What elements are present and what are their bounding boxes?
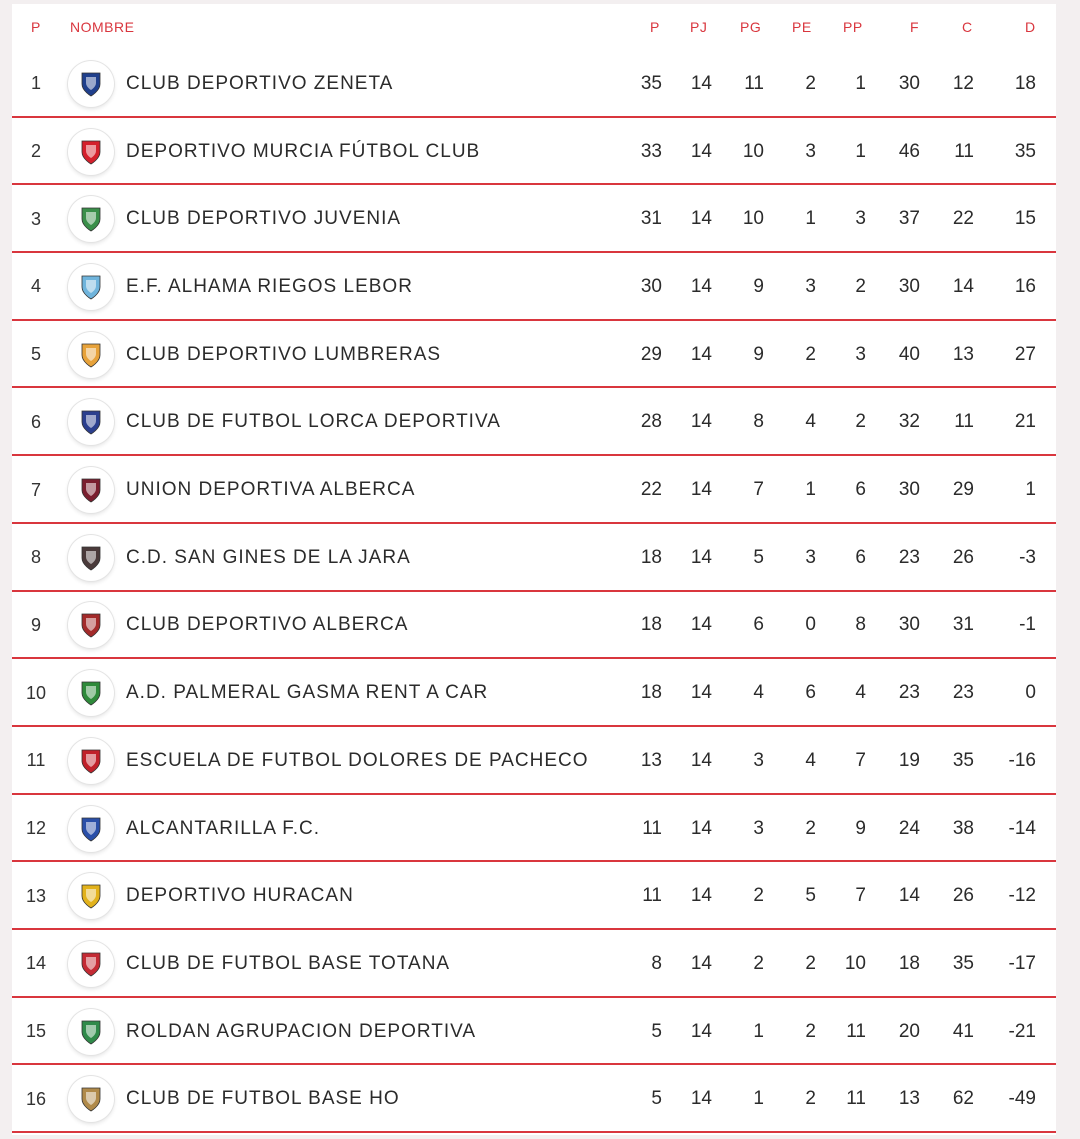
stat-d: 16 bbox=[1014, 275, 1036, 297]
row-position: 4 bbox=[30, 276, 41, 297]
header-f[interactable]: F bbox=[910, 19, 920, 35]
stat-pp: 3 bbox=[855, 208, 866, 230]
stat-d: 1 bbox=[1025, 479, 1036, 501]
alcantarilla-crest-icon[interactable] bbox=[68, 806, 114, 852]
header-pj[interactable]: PJ bbox=[690, 19, 708, 35]
stat-pg: 1 bbox=[753, 1088, 764, 1110]
stat-pp: 1 bbox=[855, 72, 866, 94]
team-name[interactable]: CLUB DE FUTBOL BASE HO bbox=[126, 1088, 400, 1110]
table-row[interactable] bbox=[12, 998, 1056, 1066]
stat-p: 29 bbox=[640, 343, 662, 365]
stat-d: -17 bbox=[1008, 952, 1036, 974]
stat-pj: 14 bbox=[690, 208, 712, 230]
stat-pp: 1 bbox=[855, 140, 866, 162]
stat-pe: 2 bbox=[805, 817, 816, 839]
stat-pj: 14 bbox=[690, 682, 712, 704]
team-name[interactable]: CLUB DEPORTIVO ALBERCA bbox=[126, 614, 409, 636]
stat-c: 38 bbox=[952, 817, 974, 839]
row-position: 5 bbox=[30, 344, 41, 365]
team-name[interactable]: CLUB DEPORTIVO JUVENIA bbox=[126, 208, 402, 230]
row-position: 3 bbox=[30, 208, 41, 229]
lumbreras-crest-icon-shape bbox=[76, 340, 106, 370]
alhama-crest-icon-shape bbox=[76, 272, 106, 302]
team-name[interactable]: ROLDAN AGRUPACION DEPORTIVA bbox=[126, 1020, 477, 1042]
stat-pe: 5 bbox=[805, 885, 816, 907]
stat-pe: 2 bbox=[805, 1020, 816, 1042]
row-position: 12 bbox=[25, 818, 47, 839]
stat-pj: 14 bbox=[690, 952, 712, 974]
stat-pj: 14 bbox=[690, 343, 712, 365]
stat-f: 13 bbox=[898, 1088, 920, 1110]
stat-f: 37 bbox=[898, 208, 920, 230]
stat-f: 46 bbox=[898, 140, 920, 162]
stat-p: 22 bbox=[640, 479, 662, 501]
table-row[interactable] bbox=[12, 1066, 1056, 1134]
stat-d: 15 bbox=[1014, 208, 1036, 230]
stat-p: 5 bbox=[651, 1020, 662, 1042]
stat-f: 32 bbox=[898, 411, 920, 433]
stat-p: 18 bbox=[640, 614, 662, 636]
stat-pg: 3 bbox=[753, 817, 764, 839]
stat-f: 30 bbox=[898, 614, 920, 636]
stat-p: 11 bbox=[642, 885, 662, 907]
totana-crest-icon-shape bbox=[76, 949, 106, 979]
stat-p: 31 bbox=[640, 208, 662, 230]
table-header bbox=[12, 4, 1056, 50]
stat-c: 35 bbox=[952, 952, 974, 974]
stat-pg: 8 bbox=[753, 411, 764, 433]
table-row[interactable] bbox=[12, 389, 1056, 457]
stat-c: 62 bbox=[952, 1088, 974, 1110]
stat-c: 14 bbox=[952, 275, 974, 297]
stat-pp: 8 bbox=[855, 614, 866, 636]
lorca-crest-icon-shape bbox=[76, 407, 106, 437]
stat-p: 13 bbox=[640, 749, 662, 771]
row-position: 11 bbox=[26, 750, 46, 771]
stat-pe: 6 bbox=[805, 682, 816, 704]
stat-pg: 6 bbox=[753, 614, 764, 636]
stat-pe: 2 bbox=[805, 1088, 816, 1110]
table-row[interactable] bbox=[12, 862, 1056, 930]
header-c[interactable]: C bbox=[962, 19, 973, 35]
stat-p: 18 bbox=[640, 546, 662, 568]
san-gines-crest-icon[interactable] bbox=[68, 535, 114, 581]
header-p[interactable]: P bbox=[650, 19, 660, 35]
stat-p: 33 bbox=[640, 140, 662, 162]
team-name[interactable]: ESCUELA DE FUTBOL DOLORES DE PACHECO bbox=[126, 749, 589, 771]
juvenia-crest-icon-shape bbox=[76, 204, 106, 234]
team-name[interactable]: DEPORTIVO MURCIA FÚTBOL CLUB bbox=[126, 140, 481, 162]
stat-c: 11 bbox=[954, 411, 974, 433]
zeneta-crest-icon-shape bbox=[76, 69, 106, 99]
table-row[interactable] bbox=[12, 795, 1056, 863]
stat-c: 22 bbox=[952, 208, 974, 230]
stat-pg: 11 bbox=[744, 72, 764, 94]
stat-pp: 7 bbox=[855, 885, 866, 907]
table-row[interactable] bbox=[12, 253, 1056, 321]
stat-c: 13 bbox=[952, 343, 974, 365]
stat-d: 35 bbox=[1014, 140, 1036, 162]
team-name[interactable]: A.D. PALMERAL GASMA RENT A CAR bbox=[126, 682, 489, 704]
stat-pe: 3 bbox=[805, 140, 816, 162]
stat-c: 35 bbox=[952, 749, 974, 771]
stat-f: 23 bbox=[898, 682, 920, 704]
stat-pp: 10 bbox=[844, 952, 866, 974]
stat-f: 30 bbox=[898, 275, 920, 297]
stat-d: 21 bbox=[1014, 411, 1036, 433]
stat-d: -21 bbox=[1008, 1020, 1036, 1042]
standings-table bbox=[12, 4, 1056, 1135]
stat-d: -49 bbox=[1008, 1088, 1036, 1110]
team-name[interactable]: CLUB DEPORTIVO ZENETA bbox=[126, 72, 394, 94]
stat-d: 27 bbox=[1014, 343, 1036, 365]
roldan-crest-icon[interactable] bbox=[68, 1009, 114, 1055]
stat-f: 20 bbox=[898, 1020, 920, 1042]
team-name[interactable]: CLUB DEPORTIVO LUMBRERAS bbox=[126, 343, 442, 365]
stat-pe: 4 bbox=[805, 411, 816, 433]
stat-pg: 1 bbox=[753, 1020, 764, 1042]
stat-p: 18 bbox=[640, 682, 662, 704]
row-position: 10 bbox=[25, 682, 47, 703]
stat-d: 0 bbox=[1025, 682, 1036, 704]
stat-pj: 14 bbox=[690, 749, 712, 771]
table-row[interactable] bbox=[12, 118, 1056, 186]
table-row[interactable] bbox=[12, 321, 1056, 389]
stat-pe: 1 bbox=[805, 208, 816, 230]
row-position: 13 bbox=[25, 885, 47, 906]
totana-crest-icon[interactable] bbox=[68, 941, 114, 987]
stat-c: 26 bbox=[952, 546, 974, 568]
stat-pg: 7 bbox=[753, 479, 764, 501]
huracan-crest-icon[interactable] bbox=[68, 873, 114, 919]
stat-c: 12 bbox=[952, 72, 974, 94]
stat-pe: 2 bbox=[805, 72, 816, 94]
stat-p: 28 bbox=[640, 411, 662, 433]
table-row[interactable] bbox=[12, 524, 1056, 592]
table-row[interactable] bbox=[12, 659, 1056, 727]
dolores-crest-icon-shape bbox=[76, 746, 106, 776]
stat-pp: 11 bbox=[846, 1088, 866, 1110]
stat-d: -3 bbox=[1019, 546, 1036, 568]
table-row[interactable] bbox=[12, 592, 1056, 660]
murcia-crest-icon[interactable] bbox=[68, 129, 114, 175]
stat-d: -12 bbox=[1008, 885, 1036, 907]
stat-pp: 9 bbox=[855, 817, 866, 839]
stat-pj: 14 bbox=[690, 140, 712, 162]
stat-pe: 3 bbox=[805, 546, 816, 568]
stat-pg: 4 bbox=[753, 682, 764, 704]
stat-pe: 1 bbox=[805, 479, 816, 501]
stat-f: 14 bbox=[898, 885, 920, 907]
stat-c: 11 bbox=[954, 140, 974, 162]
stat-pg: 3 bbox=[753, 749, 764, 771]
row-position: 9 bbox=[30, 614, 41, 635]
header-pp[interactable]: PP bbox=[843, 19, 863, 35]
table-row[interactable] bbox=[12, 50, 1056, 118]
header-pos[interactable]: P bbox=[31, 19, 41, 35]
stat-pp: 3 bbox=[855, 343, 866, 365]
dolores-crest-icon[interactable] bbox=[68, 738, 114, 784]
row-position: 16 bbox=[25, 1088, 47, 1109]
stat-d: -16 bbox=[1008, 749, 1036, 771]
stat-pe: 2 bbox=[805, 343, 816, 365]
header-pe[interactable]: PE bbox=[792, 19, 812, 35]
stat-pj: 14 bbox=[690, 614, 712, 636]
stat-pg: 9 bbox=[753, 275, 764, 297]
stat-pg: 10 bbox=[742, 208, 764, 230]
team-name[interactable]: ALCANTARILLA F.C. bbox=[126, 817, 321, 839]
stat-pj: 14 bbox=[690, 885, 712, 907]
team-name[interactable]: CLUB DE FUTBOL LORCA DEPORTIVA bbox=[126, 411, 501, 433]
stat-pe: 0 bbox=[805, 614, 816, 636]
ho-crest-icon[interactable] bbox=[68, 1076, 114, 1122]
stat-p: 35 bbox=[640, 72, 662, 94]
stat-p: 30 bbox=[640, 275, 662, 297]
stat-pj: 14 bbox=[690, 817, 712, 839]
palmeral-crest-icon-shape bbox=[76, 678, 106, 708]
stat-pg: 9 bbox=[753, 343, 764, 365]
stat-c: 41 bbox=[952, 1020, 974, 1042]
stat-pj: 14 bbox=[690, 479, 712, 501]
stat-d: 18 bbox=[1014, 72, 1036, 94]
stat-f: 40 bbox=[898, 343, 920, 365]
stat-d: -1 bbox=[1019, 614, 1036, 636]
stat-f: 30 bbox=[898, 479, 920, 501]
stat-pj: 14 bbox=[690, 1020, 712, 1042]
alcantarilla-crest-icon-shape bbox=[76, 814, 106, 844]
stat-pg: 5 bbox=[753, 546, 764, 568]
stat-d: -14 bbox=[1008, 817, 1036, 839]
row-position: 14 bbox=[25, 953, 47, 974]
team-name[interactable]: C.D. SAN GINES DE LA JARA bbox=[126, 546, 411, 568]
header-name[interactable]: NOMBRE bbox=[70, 19, 135, 35]
stat-p: 8 bbox=[651, 952, 662, 974]
stat-pj: 14 bbox=[690, 1088, 712, 1110]
team-name[interactable]: E.F. ALHAMA RIEGOS LEBOR bbox=[126, 275, 413, 297]
stat-p: 5 bbox=[651, 1088, 662, 1110]
row-position: 1 bbox=[30, 73, 41, 94]
stat-pp: 2 bbox=[855, 411, 866, 433]
ud-alberca-crest-icon-shape bbox=[76, 475, 106, 505]
stat-pg: 2 bbox=[753, 952, 764, 974]
stat-c: 26 bbox=[952, 885, 974, 907]
san-gines-crest-icon-shape bbox=[76, 543, 106, 573]
stat-pg: 10 bbox=[742, 140, 764, 162]
juvenia-crest-icon[interactable] bbox=[68, 196, 114, 242]
roldan-crest-icon-shape bbox=[76, 1017, 106, 1047]
stat-pj: 14 bbox=[690, 275, 712, 297]
stat-pj: 14 bbox=[690, 411, 712, 433]
stat-f: 23 bbox=[898, 546, 920, 568]
stat-pj: 14 bbox=[690, 546, 712, 568]
row-position: 8 bbox=[30, 547, 41, 568]
stat-pe: 3 bbox=[805, 275, 816, 297]
stat-pp: 11 bbox=[846, 1020, 866, 1042]
cd-alberca-crest-icon-shape bbox=[76, 610, 106, 640]
stat-pj: 14 bbox=[690, 72, 712, 94]
ho-crest-icon-shape bbox=[76, 1084, 106, 1114]
row-position: 15 bbox=[25, 1021, 47, 1042]
stat-f: 18 bbox=[898, 952, 920, 974]
stat-pe: 4 bbox=[805, 749, 816, 771]
stat-c: 23 bbox=[952, 682, 974, 704]
lumbreras-crest-icon[interactable] bbox=[68, 332, 114, 378]
table-row[interactable] bbox=[12, 185, 1056, 253]
stat-c: 29 bbox=[952, 479, 974, 501]
table-row[interactable] bbox=[12, 930, 1056, 998]
stat-pp: 7 bbox=[855, 749, 866, 771]
row-position: 2 bbox=[30, 141, 41, 162]
table-row[interactable] bbox=[12, 456, 1056, 524]
murcia-crest-icon-shape bbox=[76, 137, 106, 167]
stat-pg: 2 bbox=[753, 885, 764, 907]
stat-f: 24 bbox=[898, 817, 920, 839]
cd-alberca-crest-icon[interactable] bbox=[68, 602, 114, 648]
header-pg[interactable]: PG bbox=[740, 19, 762, 35]
huracan-crest-icon-shape bbox=[76, 881, 106, 911]
stat-c: 31 bbox=[952, 614, 974, 636]
lorca-crest-icon[interactable] bbox=[68, 399, 114, 445]
palmeral-crest-icon[interactable] bbox=[68, 670, 114, 716]
row-position: 6 bbox=[30, 411, 41, 432]
team-name[interactable]: CLUB DE FUTBOL BASE TOTANA bbox=[126, 952, 451, 974]
stat-p: 11 bbox=[642, 817, 662, 839]
header-d[interactable]: D bbox=[1025, 19, 1036, 35]
stat-pp: 6 bbox=[855, 479, 866, 501]
team-name[interactable]: UNION DEPORTIVA ALBERCA bbox=[126, 479, 416, 501]
stat-pp: 2 bbox=[855, 275, 866, 297]
table-row[interactable] bbox=[12, 727, 1056, 795]
row-position: 7 bbox=[30, 479, 41, 500]
stat-f: 30 bbox=[898, 72, 920, 94]
alhama-crest-icon[interactable] bbox=[68, 264, 114, 310]
team-name[interactable]: DEPORTIVO HURACAN bbox=[126, 885, 354, 907]
stat-f: 19 bbox=[898, 749, 920, 771]
zeneta-crest-icon[interactable] bbox=[68, 61, 114, 107]
ud-alberca-crest-icon[interactable] bbox=[68, 467, 114, 513]
stat-pp: 4 bbox=[855, 682, 866, 704]
stat-pe: 2 bbox=[805, 952, 816, 974]
stat-pp: 6 bbox=[855, 546, 866, 568]
